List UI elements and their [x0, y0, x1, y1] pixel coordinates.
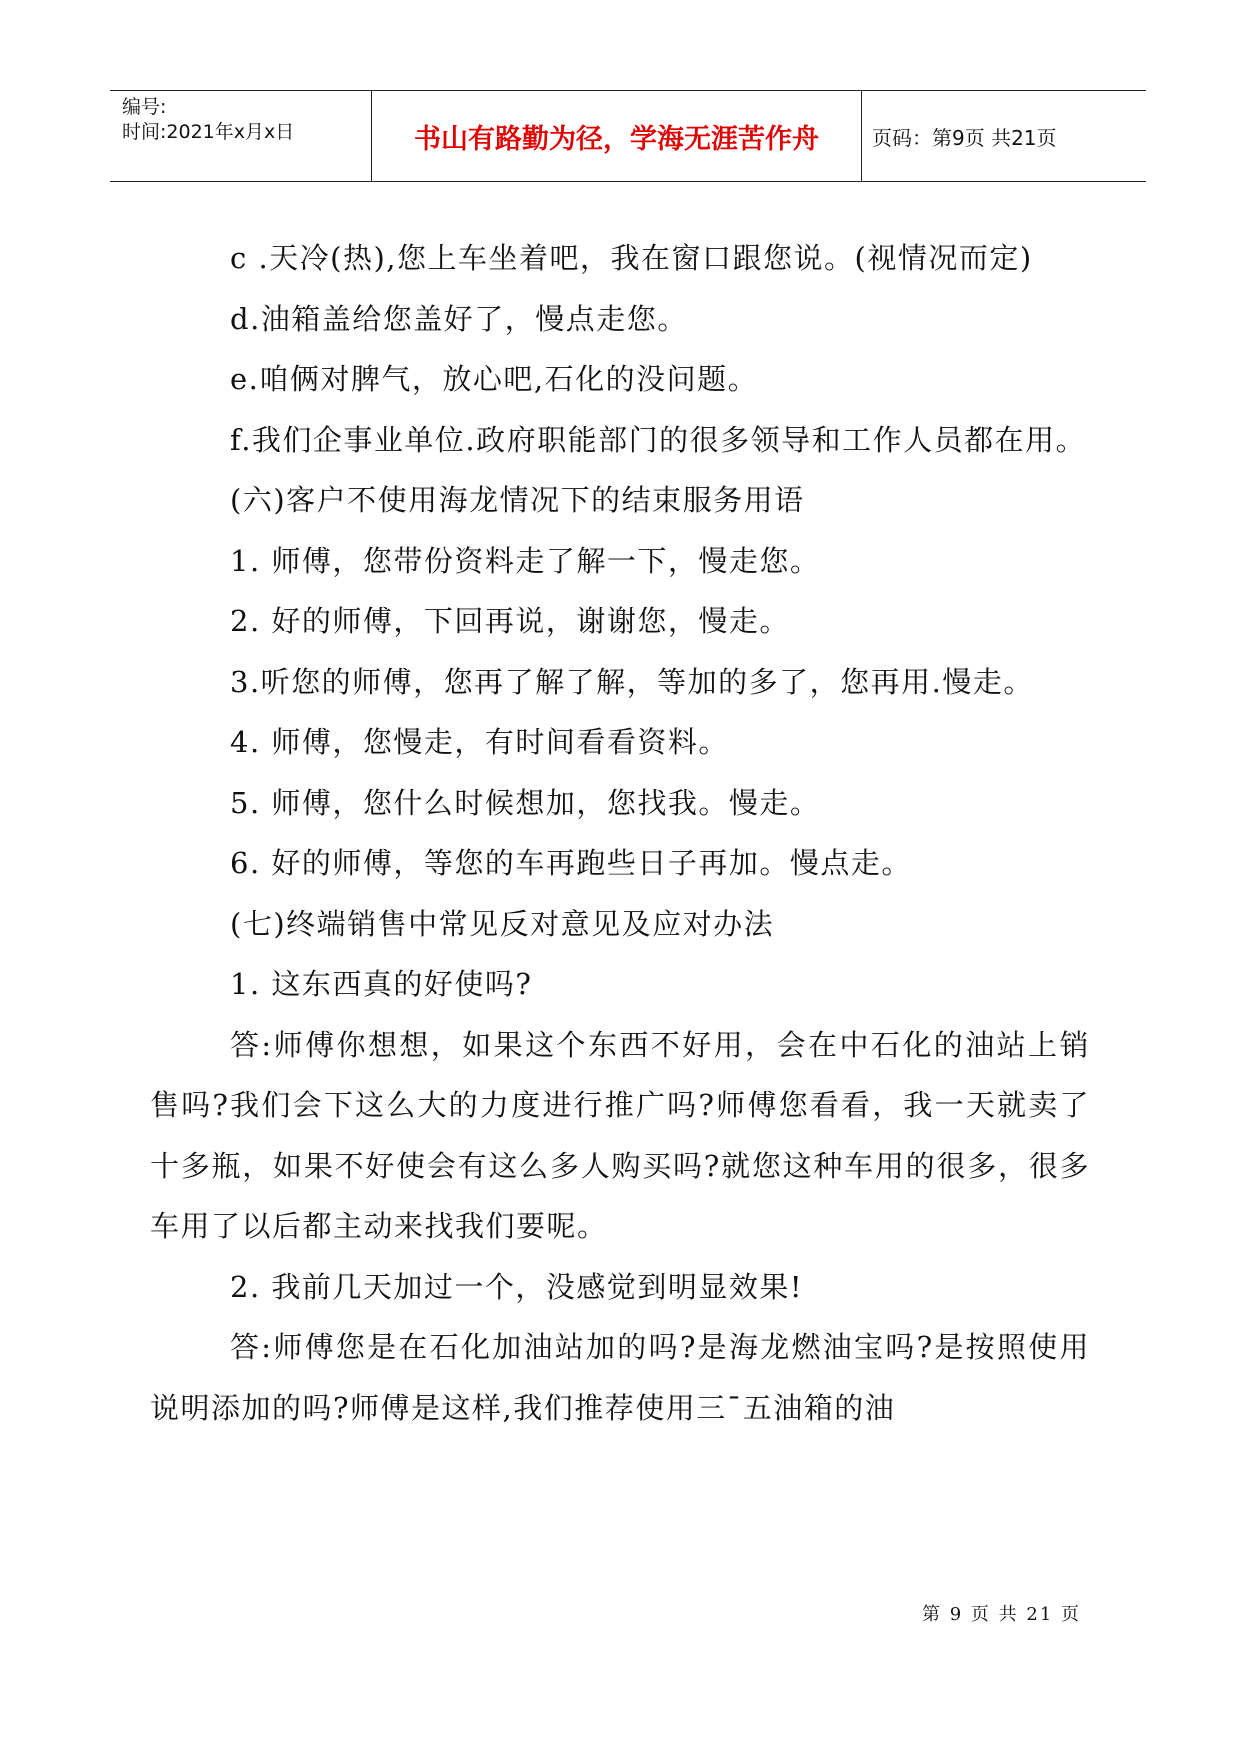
list-item: 6. 好的师傅，等您的车再跑些日子再加。慢点走。: [230, 846, 912, 880]
paragraph: c .天冷(热),您上车坐着吧，我在窗口跟您说。(视情况而定): [230, 241, 1033, 275]
paragraph: d.油箱盖给您盖好了，慢点走您。: [230, 301, 688, 336]
list-item: 5. 师傅，您什么时候想加，您找我。慢走。: [230, 785, 821, 820]
page-header: [110, 90, 1146, 182]
question: 2. 我前几天加过一个，没感觉到明显效果!: [230, 1269, 804, 1304]
question: 1. 这东西真的好使吗?: [230, 967, 533, 1001]
section-heading: (七)终端销售中常见反对意见及应对办法: [230, 906, 775, 941]
document-body: [150, 228, 1090, 1438]
list-item: 2. 好的师傅，下回再说，谢谢您，慢走。: [230, 604, 790, 638]
answer: 答:师傅您是在石化加油站加的吗?是海龙燃油宝吗?是按照使用说明添加的吗?师傅是这样,我们推荐使用三¯五油箱的油: [150, 1330, 1090, 1425]
answer: 答:师傅你想想，如果这个东西不好用，会在中石化的油站上销售吗?我们会下这么大的力度进行推广吗?师傅您看看，我一天就卖了十多瓶，如果不好使会有这么多人购买吗?就您这种车用的很多，很多车用了以后都主动来找我们要呢。: [150, 1027, 1090, 1243]
header-motto: 书山有路勤为径，学海无涯苦作舟: [372, 91, 862, 181]
paragraph: e.咱俩对脾气，放心吧,石化的没问题。: [230, 362, 759, 396]
document-number-label: 编号:: [122, 96, 167, 118]
page-footer-number: 第 9 页 共 21 页: [922, 1604, 1081, 1625]
document-time-label: 时间:2021年x月x日: [122, 121, 295, 143]
paragraph: f.我们企事业单位.政府职能部门的很多领导和工作人员都在用。: [230, 422, 1087, 457]
header-meta: [110, 91, 372, 181]
list-item: 4. 师傅，您慢走，有时间看看资料。: [230, 725, 729, 759]
header-page-code: 页码：第9页 共21页: [872, 125, 1057, 150]
list-item: 3.听您的师傅，您再了解了解，等加的多了，您再用.慢走。: [230, 664, 1034, 699]
section-heading: (六)客户不使用海龙情况下的结束服务用语: [230, 483, 805, 517]
list-item: 1. 师傅，您带份资料走了解一下，慢走您。: [230, 543, 821, 578]
